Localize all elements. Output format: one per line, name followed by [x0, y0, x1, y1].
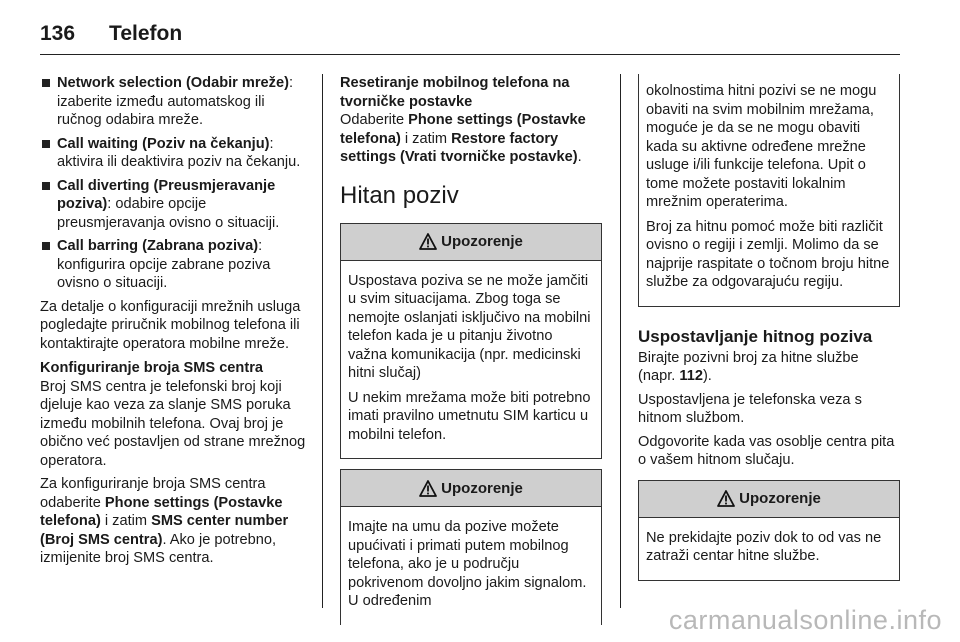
sms-config-paragraph: Za konfiguriranje broja SMS centra odaberite Phone settings (Postavke telefona) i zatim SMS center number (Broj SMS centra). Ako je potrebno, izmijenite broj SMS centra. [40, 476, 289, 566]
warning-triangle-icon [419, 233, 437, 250]
emergency-call-heading: Uspostavljanje hitnog poziva [638, 326, 873, 346]
bullet-square-icon [42, 182, 50, 190]
column-1 [40, 74, 306, 573]
network-services-paragraph: Za detalje o konfiguraciji mrežnih usluga pogledajte priručnik mobilnog telefona ili kontaktirajte operatora mobilne mreže. [40, 298, 301, 352]
page-title: Telefon [109, 22, 183, 45]
reset-heading: Resetiranje mobilnog telefona na tvorničke postavke [340, 75, 570, 110]
bullet-square-icon [42, 242, 50, 250]
settings-bullet-list [40, 74, 306, 293]
column-3 [638, 74, 900, 591]
watermark: carmanualsonline.info [668, 605, 942, 635]
list-item: Call diverting (Preusmjeravanje poziva): odabire opcije preusmjeravanja ovisno o situaciji. [40, 177, 306, 233]
list-item: Network selection (Odabir mreže): izaberite između automatskog ili ručnog odabira mreže. [40, 74, 306, 130]
bullet-square-icon [42, 140, 50, 148]
list-item: Call barring (Zabrana poziva): konfigurira opcije zabrane poziva ovisno o situaciji. [40, 237, 306, 293]
warning-box [340, 469, 602, 625]
warning-body: Imajte na umu da pozive možete upućivati i primati putem mobilnog telefona, ako je u području pokrivenom dovoljno jakim signalom. U određenim [348, 519, 587, 609]
column-divider [322, 74, 323, 608]
warning-header [341, 224, 601, 261]
connection-paragraph: Uspostavljena je telefonska veza s hitnom službom. [638, 391, 862, 426]
warning-box [638, 480, 900, 581]
bullet-square-icon [42, 79, 50, 87]
warning-body: Uspostava poziva se ne može jamčiti u svim situacijama. Zbog toga se nemojte oslanjati isključivo na mobilni telefon kada je u pitanju životno važna komunikacija (npr. medicinski hitni slučaj) U nekim mrežama može biti potrebno imati pravilno umetnutu SIM karticu u mobilni telefon. [348, 272, 591, 443]
page-number: 136 [40, 22, 76, 45]
warning-triangle-icon [419, 480, 437, 497]
sms-center-heading: Konfiguriranje broja SMS centra [40, 360, 263, 376]
answer-paragraph: Odgovorite kada vas osoblje centra pita o vašem hitnom slučaju. [638, 433, 895, 468]
reset-paragraph: Odaberite Phone settings (Postavke telefona) i zatim Restore factory settings (Vrati tvorničke postavke). [340, 112, 586, 165]
emergency-number-paragraph: Birajte pozivni broj za hitne službe (napr. 112). [638, 349, 859, 384]
warning-body: okolnostima hitni pozivi se ne mogu obaviti na svim mobilnim mrežama, moguće je da se ne mogu obaviti kada su aktivne određene mrežne usluge i/ili funkcije telefona. Upit o tome možete postaviti lokalnim mrežnim operaterima. Broj za hitnu pomoć može biti različit ovisno o regiji i zemlji. Molimo da se najprije raspitate o točnom broju hitne službe za odgovarajuću regiju. [646, 83, 890, 290]
warning-body: Ne prekidajte poziv dok to od vas ne zatraži centar hitne službe. [646, 529, 882, 564]
section-title: Hitan poziv [340, 181, 459, 209]
column-2 [340, 74, 602, 625]
page-header [40, 14, 900, 55]
warning-box [340, 223, 602, 460]
warning-header [341, 470, 601, 507]
warning-continued-box [638, 74, 900, 307]
column-divider [620, 74, 621, 608]
warning-header [639, 481, 899, 518]
warning-label: Upozorenje [441, 233, 523, 250]
list-item: Call waiting (Poziv na čekanju): aktivira ili deaktivira poziv na čekanju. [40, 135, 306, 172]
sms-center-paragraph: Broj SMS centra je telefonski broj koji djeluje kao veza za slanje SMS poruka između mobilnih telefona. Ovaj broj je obično već postavljen od strane mrežnog operatora. [40, 378, 306, 469]
warning-triangle-icon [717, 490, 735, 507]
warning-label: Upozorenje [739, 490, 821, 507]
warning-label: Upozorenje [441, 479, 523, 497]
